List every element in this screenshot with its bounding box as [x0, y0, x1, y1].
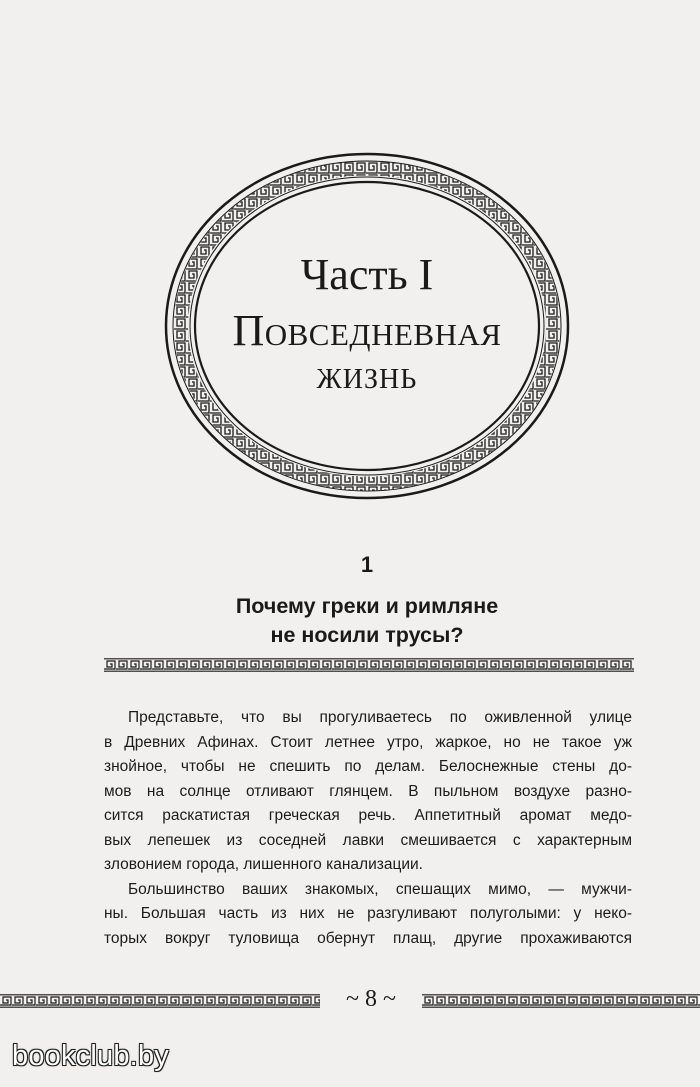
- body-line: сится раскатистая греческая речь. Аппетитный аромат медо-: [104, 807, 632, 824]
- footer-ornament-right: [422, 994, 700, 1008]
- chapter-number: 1: [360, 552, 374, 577]
- watermark: bookclub.by: [12, 1040, 169, 1072]
- footer-ornament-left: [0, 994, 320, 1008]
- body-line: Большинство ваших знакомых, спешащих мимо, — мужчи-: [128, 880, 632, 898]
- body-line: мов на солнце отливают глянцем. В пыльном воздухе разно-: [104, 782, 632, 800]
- body-line: торых вокруг туловища обернут плащ, другие прохаживаются: [104, 929, 632, 947]
- part-name-line-1: Повседневная: [232, 306, 502, 355]
- body-line: вых лепешек из соседней лавки смешивается с характерным: [104, 831, 632, 849]
- part-label: Часть I: [300, 250, 434, 299]
- body-line: знойное, чтобы не спешить по делам. Белоснежные стены до-: [104, 758, 632, 775]
- part-name-line-2: жизнь: [316, 352, 418, 397]
- body-line: Представьте, что вы прогуливаетесь по оживленной улице: [128, 709, 632, 726]
- chapter-title: [0, 592, 700, 650]
- chapter-title-line-1: Почему греки и римляне: [235, 594, 499, 618]
- body-line: зловонием города, лишенного канализации.: [104, 856, 423, 873]
- chapter-body: [104, 706, 632, 951]
- body-line: в Древних Афинах. Стоит летнее утро, жаркое, но не такое уж: [104, 733, 632, 751]
- greek-key-divider: [104, 658, 634, 672]
- body-line: ны. Большая часть из них не разгуливают полуголыми: у неко-: [104, 905, 632, 922]
- chapter-title-line-2: не носили трусы?: [270, 623, 464, 647]
- page-number: ~ 8 ~: [346, 986, 396, 1012]
